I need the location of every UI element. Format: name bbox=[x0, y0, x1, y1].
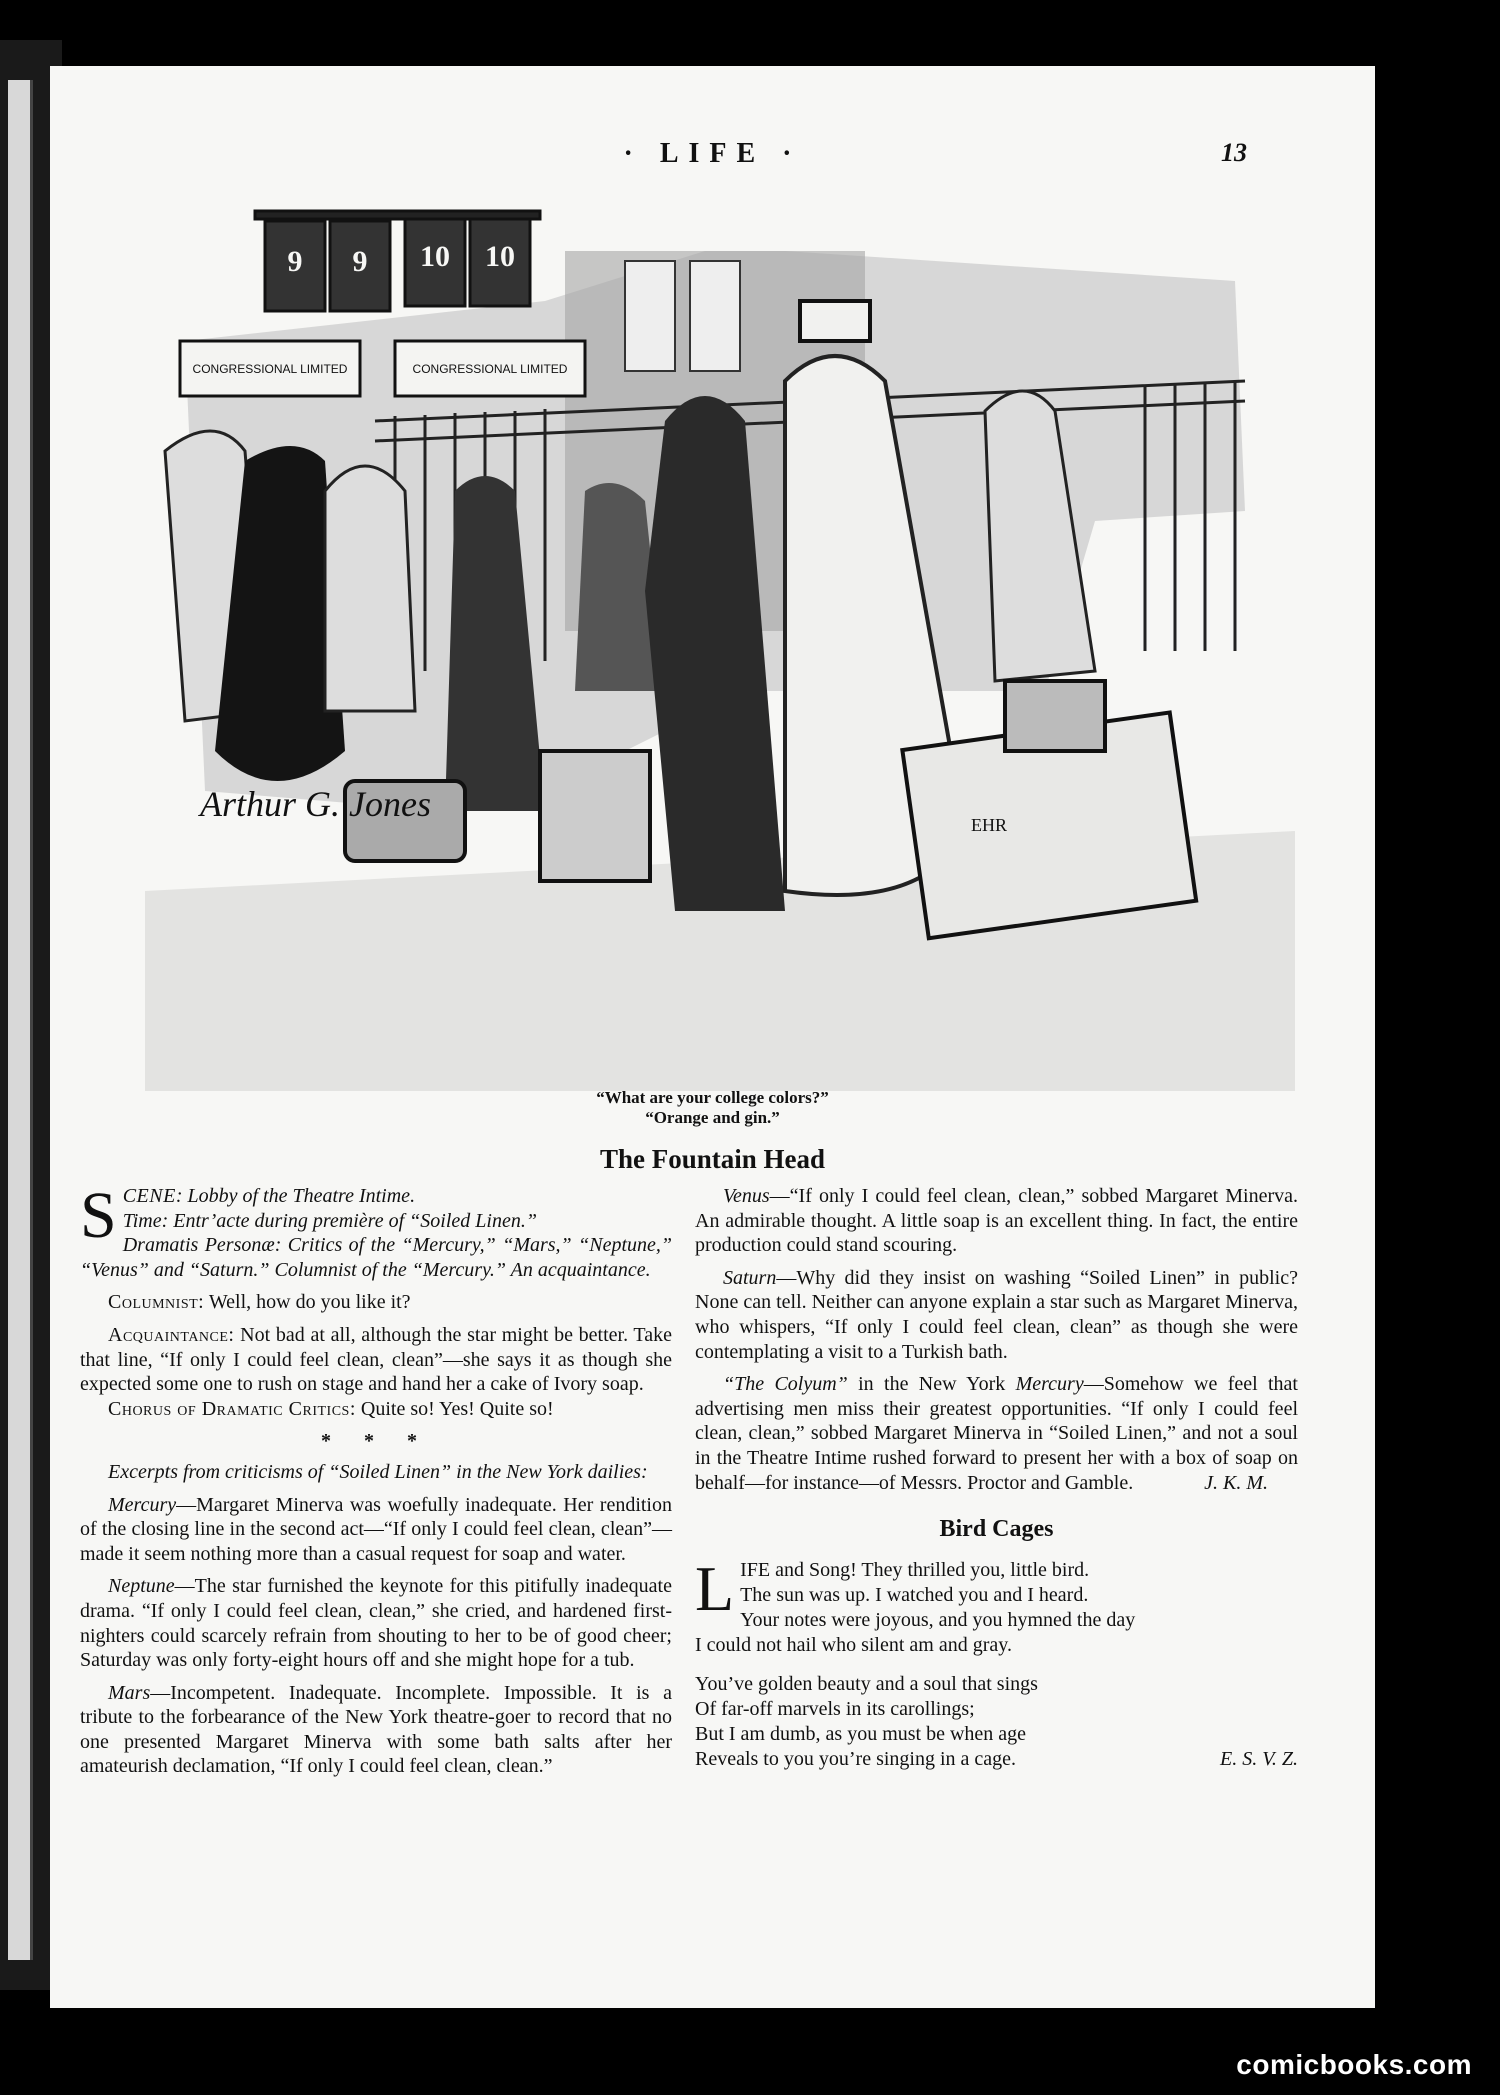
trunk-initials: EHR bbox=[971, 815, 1007, 835]
review-saturn bbox=[695, 1266, 1298, 1364]
cartoon-drawing bbox=[145, 191, 1295, 1091]
drop-cap: L bbox=[695, 1552, 735, 1624]
poem-line: I could not hail who silent am and gray. bbox=[695, 1633, 1012, 1656]
poem-stanza bbox=[695, 1672, 1298, 1772]
scene-label: CENE bbox=[122, 1185, 176, 1207]
columnist-line bbox=[80, 1290, 672, 1315]
poem-line: But I am dumb, as you must be when age bbox=[695, 1722, 1027, 1745]
time-text: Time: Entr’acte during première of “Soiled Linen.” bbox=[122, 1209, 537, 1232]
chorus-line bbox=[80, 1397, 672, 1422]
section-break: * * * bbox=[321, 1430, 431, 1453]
poem-signature: E. S. V. Z. bbox=[1220, 1747, 1298, 1770]
review-text: —Margaret Minerva was woefully inadequate. Her rendition of the closing line in the second act—“If only I could feel clean, clean”—made it seem nothing more than a casual request for soap and water. bbox=[80, 1493, 672, 1565]
sign-number: 10 bbox=[420, 240, 450, 273]
review-text: —The star furnished the keynote for this pitifully inadequate drama. “If only I could feel clean, clean,” she cried, and hardened first-nighters could scarcely refrain from shouting to her to be of good cheer; Saturday was only forty-eight hours off and she might hope for a tub. bbox=[80, 1575, 672, 1672]
placard-text: CONGRESSIONAL LIMITED bbox=[192, 362, 348, 376]
poem-line: IFE and Song! They thrilled you, little bird. bbox=[740, 1558, 1090, 1581]
dialogue-text: Not bad at all, although the star might be better. Take that line, “If only I could feel clean, clean”—she says it as though she expected some one to rush on stage and hand her a cake of Ivory soap. bbox=[80, 1323, 672, 1396]
review-text: —Why did they insist on washing “Soiled Linen” in public? None can tell. Neither can anyone explain a star such as Margaret Minerva, who whispers, “If only I could feel clean, clean” as though she were contemplating a visit to a Turkish bath. bbox=[695, 1266, 1298, 1363]
scene-paragraph bbox=[80, 1179, 672, 1282]
review-text: in the New York bbox=[847, 1373, 1016, 1396]
article-column-left bbox=[80, 1179, 672, 1787]
critic-name: Venus bbox=[723, 1185, 770, 1207]
poem bbox=[695, 1552, 1298, 1772]
page-header bbox=[50, 138, 1375, 178]
poem-line: Of far-off marvels in its carollings; bbox=[695, 1697, 975, 1720]
acquaintance-line bbox=[80, 1323, 672, 1397]
review-colyum bbox=[695, 1372, 1298, 1495]
dramatis-text: Dramatis Personæ: Critics of the “Mercury,” “Mars,” “Neptune,” “Venus” and “Saturn.” Columnist of the “Mercury.” An acquaintance. bbox=[80, 1234, 672, 1281]
article-signature: J. K. M. bbox=[1204, 1471, 1268, 1494]
critic-name: Neptune bbox=[108, 1575, 175, 1598]
review-mercury bbox=[80, 1493, 672, 1567]
dialogue-text: Well, how do you like it? bbox=[204, 1291, 411, 1314]
review-text: —Incompetent. Inadequate. Incomplete. Impossible. It is a tribute to the forbearance of the New York theatre-goer to record that no one presented Margaret Minerva with some bath salts after her amateurish declamation, “If only I could feel clean, clean.” bbox=[80, 1681, 672, 1778]
poem-title: Bird Cages bbox=[939, 1516, 1054, 1543]
critic-name: Mars bbox=[108, 1681, 151, 1704]
speaker-name: Columnist: bbox=[108, 1291, 205, 1314]
critic-name: Mercury bbox=[108, 1493, 177, 1516]
review-text: —“If only I could feel clean, clean,” sobbed Margaret Minerva. An admirable thought. A little soap is an excellent thing. In fact, the entire production could stand scouring. bbox=[695, 1185, 1298, 1257]
speaker-name: Acquaintance: bbox=[108, 1323, 235, 1346]
review-mars bbox=[80, 1681, 672, 1779]
masthead: · LIFE · bbox=[623, 138, 802, 169]
excerpts-intro: Excerpts from criticisms of “Soiled Linen” in the New York dailies: bbox=[108, 1460, 648, 1483]
cartoon-caption bbox=[50, 1088, 1375, 1128]
scene-text: : Lobby of the Theatre Intime. bbox=[175, 1185, 416, 1207]
speaker-name: Chorus of Dramatic Critics: bbox=[108, 1397, 356, 1420]
poem-line: You’ve golden beauty and a soul that sings bbox=[695, 1672, 1038, 1695]
poem-line: The sun was up. I watched you and I heard. bbox=[740, 1583, 1089, 1606]
page-number: 13 bbox=[1221, 138, 1247, 167]
article-column-right bbox=[695, 1184, 1298, 1786]
dialogue-text: Quite so! Yes! Quite so! bbox=[355, 1397, 554, 1420]
watermark: comicbooks.com bbox=[1236, 2049, 1472, 2080]
sign-number: 9 bbox=[352, 245, 368, 278]
poem-line: Your notes were joyous, and you hymned the day bbox=[740, 1608, 1136, 1631]
drop-cap: S bbox=[80, 1179, 117, 1252]
review-neptune bbox=[80, 1574, 672, 1672]
critic-name: “The Colyum” bbox=[723, 1373, 848, 1396]
poem-line-last bbox=[695, 1747, 1298, 1772]
sign-number: 10 bbox=[485, 240, 515, 273]
caption-line: “What are your college colors?” bbox=[596, 1088, 829, 1107]
cartoon-illustration bbox=[145, 191, 1295, 1091]
caption-line: “Orange and gin.” bbox=[645, 1108, 780, 1127]
poem-stanza bbox=[695, 1552, 1298, 1658]
poem-line-text: Reveals to you you’re singing in a cage. bbox=[695, 1747, 1017, 1770]
artist-signature: Arthur G. Jones bbox=[200, 784, 431, 824]
magazine-page bbox=[50, 66, 1375, 2008]
review-venus bbox=[695, 1184, 1298, 1258]
article-title: The Fountain Head bbox=[599, 1144, 826, 1174]
critic-name: Saturn bbox=[723, 1266, 777, 1289]
sign-number: 9 bbox=[287, 245, 303, 278]
previous-page-edge bbox=[8, 80, 33, 1960]
review-text: —Somehow we feel that advertising men miss their greatest opportunities. “If only I could feel clean, clean,” sobbed Margaret Minerva in “Soiled Linen,” and not a soul in the Theatre Intime rushed forward to present her with a box of soap on behalf—for instance—of Messrs. Proctor and Gamble. bbox=[695, 1373, 1298, 1494]
newspaper-name: Mercury bbox=[1015, 1373, 1084, 1396]
placard-text: CONGRESSIONAL LIMITED bbox=[412, 362, 568, 376]
